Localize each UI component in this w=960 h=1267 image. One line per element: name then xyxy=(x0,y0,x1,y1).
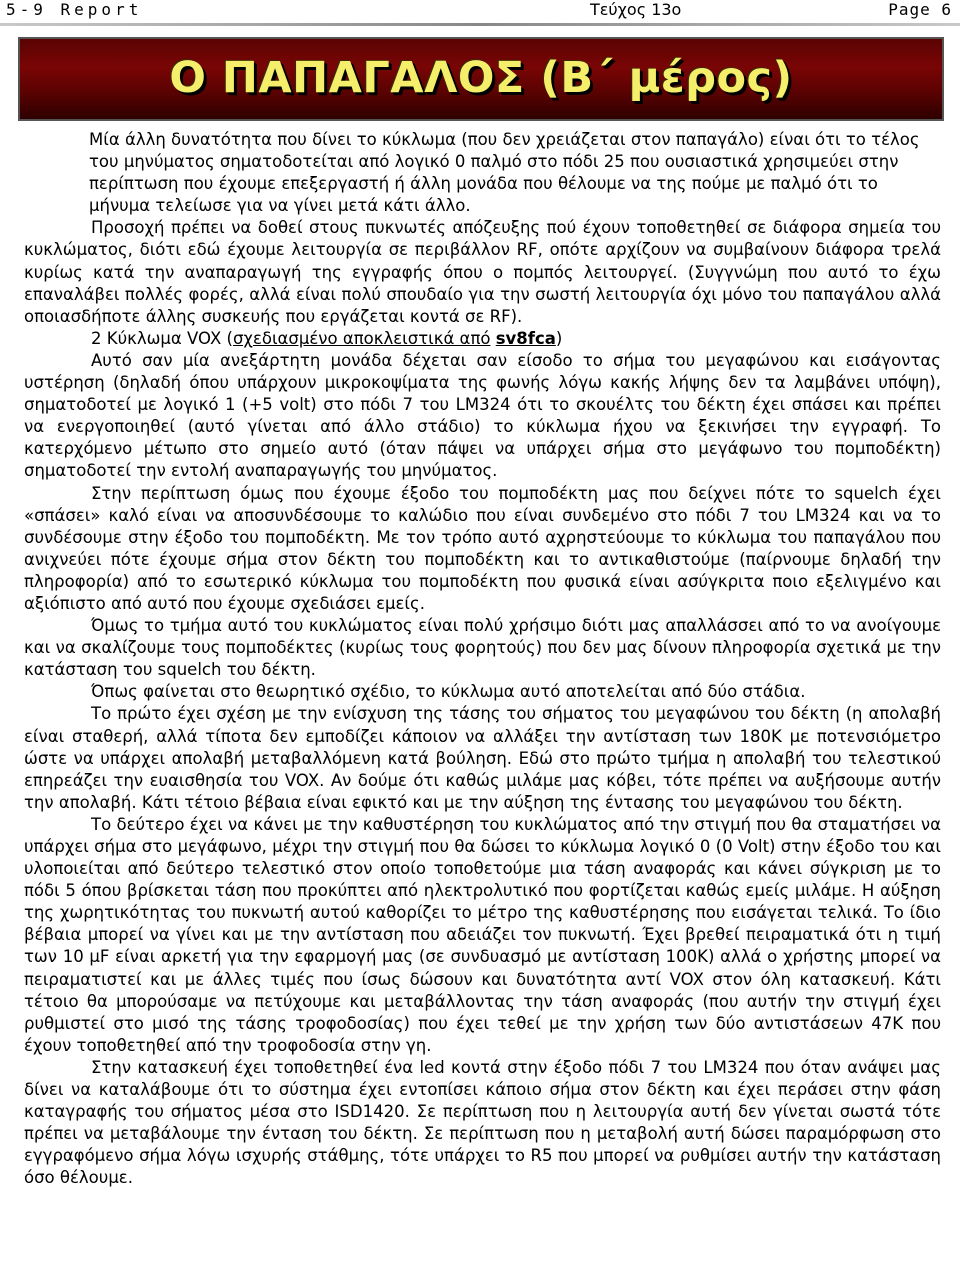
paragraph-end-of-message: Μία άλλη δυνατότητα που δίνει το κύκλωμα (που δεν χρειάζεται στον παπαγάλο) είναι ότι το τέλος του μηνύματος σηματοδοτείται από λογικό 0 παλμό στο πόδι 25 που ουσιαστικά χρησιμεύει στην περίπτωση που έχουμε επεξεργαστή ή άλλη μονάδα που θέλουμε να της πούμε με παλμό ότι το μήνυμα τελείωσε για να γίνει μετά κάτι άλλο. xyxy=(89,130,920,216)
paragraph-two-stages: Όπως φαίνεται στο θεωρητικό σχέδιο, το κύκλωμα αυτό αποτελείται από δύο στάδια. xyxy=(91,682,806,702)
header-divider xyxy=(0,23,960,26)
paragraph-led-indicator: Στην κατασκευή έχει τοποθετηθεί ένα led κοντά στην έξοδο πόδι 7 του LM324 που όταν ανάψει μας δίνει να καταλάβουμε ότι το σύστημα έχει εντοπίσει κάποιο σήμα στον δέκτη και έχει περάσει στην φάση καταγραφής του σήματος μέσα στο ISD1420. Σε περίπτωση που η λειτουργία αυτή δεν γίνεται σωστά τότε πρέπει να μεταβάλουμε την ένταση του δέκτη. Σε περίπτωση που η μεταβολή αυτή δώσει παραμόρφωση στο εγγραφόμενο σήμα λόγω ισχυρής στάθμης, τότε υπάρχει το R5 που μπορεί να ρυθμίσει αυτήν την κατάσταση όσο θέλουμε. xyxy=(24,1057,941,1188)
paragraph-decoupling-capacitors xyxy=(24,217,941,327)
paragraph-usefulness: Όμως το τμήμα αυτό του κυκλώματος είναι πολύ χρήσιμο διότι μας απαλλάσσει από το να ανοίγουμε και να σκαλίζουμε τους πομποδέκτες (κυρίως τους φορητούς) που δεν μας δίνουν πληροφορία σχετικά με την κατάσταση του squelch του δέκτη. xyxy=(24,616,941,680)
article-title: Ο ΠΑΠΑΓΑΛΟΣ (Β΄ μέρος) xyxy=(169,53,793,103)
newsletter-name: 5-9 Report xyxy=(6,0,143,19)
designer-credit-link[interactable]: σχεδιασμένο αποκλειστικά από xyxy=(232,328,491,348)
paragraph-decoupling-text: Προσοχή πρέπει να δοθεί στους πυκνωτές απόζευξης πού έχουν τοποθετηθεί σε διάφορα σημεία του κυκλώματος, διότι εδώ έχουμε λειτουργία σε περιβάλλον RF, οπότε αρχίζουν να συμβαίνουν διάφορα τρελά κυρίως κατά την αναπαραγωγή της εγγραφής όπου ο πομπός λειτουργεί. (Συγγνώμη που αυτό το έχω επαναλάβει πολλές φορές, αλλά είναι πολύ σπουδαίο για την σωστή λειτουργία όχι μόνο του παπαγάλου αλλά οποιασδήποτε άλλης συσκευής που εργάζεται κοντά σε RF). xyxy=(24,218,941,326)
title-banner xyxy=(18,37,944,121)
page-header xyxy=(0,0,960,22)
section-heading-vox: 2 Κύκλωμα VOX (σχεδιασμένο αποκλειστικά από sv8fca) xyxy=(91,328,563,348)
vox-heading-prefix: 2 Κύκλωμα VOX ( xyxy=(91,328,233,348)
paragraph-squelch-output: Στην περίπτωση όμως που έχουμε έξοδο του πομποδέκτη μας που δείχνει πότε το squelch έχει «σπάσει» καλό είναι να αποσυνδέσουμε το καλώδιο που είναι συνδεμένο στο πόδι 7 του LM324 και να το συνδέσουμε στην έξοδο του πομποδέκτη. Με τον τρόπο αυτό αχρηστεύουμε το κύκλωμα του παπαγάλου που ανιχνεύει πότε έχουμε σήμα στον δέκτη του πομποδέκτη και το αντικαθιστούμε (παίρνουμε δηλαδή την πληροφορία) από το εσωτερικό κύκλωμα του πομποδέκτη που φυσικά είναι ασύγκριτα ποιο εξελιγμένο και αξιόπιστο από αυτό που έχουμε σχεδιάσει εμείς. xyxy=(24,483,941,613)
callsign-link[interactable]: sv8fca xyxy=(495,328,556,348)
issue-number: Τεύχος 13ο xyxy=(590,0,682,19)
article-body xyxy=(24,129,941,1190)
paragraph-vox-description: Αυτό σαν μία ανεξάρτητη μονάδα δέχεται σαν είσοδο το σήμα του μεγαφώνου και εισάγοντας υστέρηση (δηλαδή όπου υπάρχουν μικροκοψίματα της φωνής λόγω κακής λήψης δεν τα λαμβάνει υπόψη), σηματοδοτεί με λογικό 1 (+5 volt) στο πόδι 7 του LM324 ότι το σκουέλτς του δέκτη έχει σπάσει και πρέπει να ενεργοποιηθεί (αυτό γίνεται από άλλο στάδιο) το κύκλωμα ήχου να ξεκινήσει την εγγραφή. Το κατερχόμενο μέτωπο στο σημείο αυτό (όταν πάψει να υπάρχει σήμα στο μεγάφωνο του πομποδέκτη) σηματοδοτεί την εντολή αναπαραγωγής του μηνύματος. xyxy=(24,350,941,481)
paragraph-first-stage: Το πρώτο έχει σχέση με την ενίσχυση της τάσης του σήματος του μεγαφώνου του δέκτη (η απολαβή είναι σταθερή, αλλά τίποτα δεν εμποδίζει κάποιον να αλλάξει την αντίσταση των 180K με ποτενσιόμετρο ώστε να υπάρχει απολαβή μεταβαλλόμενη κατά βούληση. Εδώ στο πρώτο τμήμα η απολαβή του τελεστικού επηρεάζει την ευαισθησία του VOX. Αν δούμε ότι καθώς μιλάμε μας κόβει, τότε πρέπει να αυξήσουμε αυτήν την απολαβή. Κάτι τέτοιο βέβαια είναι εφικτό και με την αύξηση της έντασης του μεγαφώνου του δέκτη. xyxy=(24,704,941,812)
paragraph-second-stage: Το δεύτερο έχει να κάνει με την καθυστέρηση του κυκλώματος από την στιγμή που θα σταματήσει να υπάρχει σήμα στο μεγάφωνο, μέχρι την στιγμή που θα δώσει το κύκλωμα λογικό 0 (0 Volt) στην έξοδο του και υλοποιείται από δεύτερο τελεστικό στον οποίο τοποθετούμε μια τάση αναφοράς και κάνει σύγκριση με το πόδι 5 όπου βρίσκεται τάση που προκύπτει από ηλεκτρολυτικό που φορτίζεται καθώς εμείς μιλάμε. Η αύξηση της χωρητικότητας του πυκνωτή αυτού καθορίζει το μέτρο της καθυστέρησης που εισάγεται τελικά. Το ίδιο βέβαια μπορεί να γίνει και με την αντίσταση που αδειάζει τον πυκνωτή. Έχει βρεθεί πειραματικά ότι η τιμή των 10 μF είναι αρκετή για την εφαρμογή μας (σε συνδυασμό με αντίσταση 100K) αλλά ο χρήστης μπορεί να πειραματιστεί και με άλλες τιμές που ίσως δώσουν και δυνατότητα αντί VOX στον όλη κατασκευή. Κάτι τέτοιο θα μπορούσαμε να πετύχουμε και μεταβάλλοντας την τάση αναφοράς (που αυτήν την στιγμή έχει ρυθμιστεί στο μισό της τάσης τροφοδοσίας) που έχει τεθεί με την χρήση των δύο αντιστάσεων 47K που έχουν τοποθετηθεί από την τροφοδοσία στην γη. xyxy=(24,814,941,1055)
page-number: Page 6 xyxy=(888,0,952,19)
